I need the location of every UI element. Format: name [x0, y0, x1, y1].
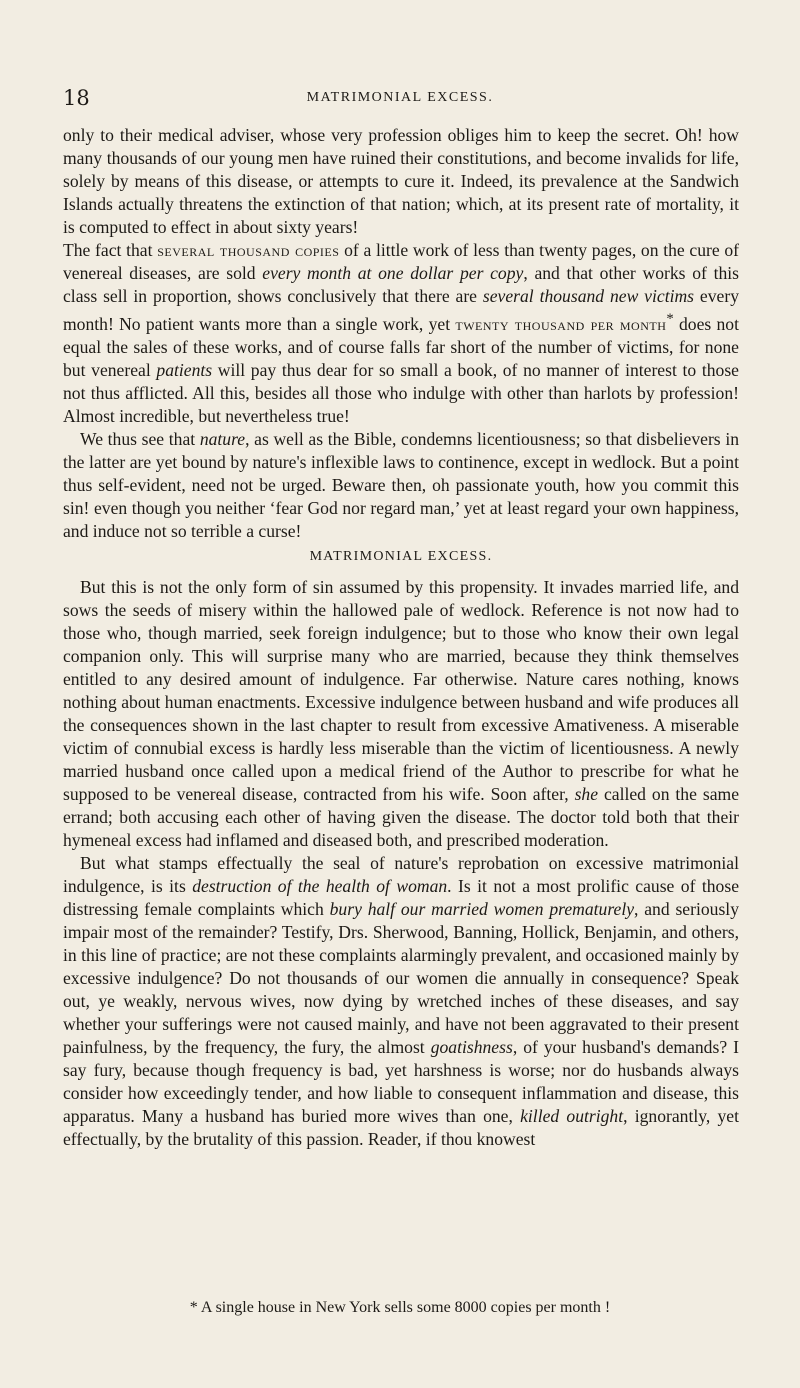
italic-run: nature — [199, 428, 246, 449]
text-run: , and that other works of this class sell in proportion, shows conclusively that there are — [63, 263, 739, 306]
paragraph-5 — [63, 852, 739, 1151]
paragraph-2 — [63, 239, 739, 428]
text-run: of a little work of less than twenty pages, on the cure of venereal diseases, are sold — [63, 240, 740, 283]
text-run: , as well as the Bible, condemns licentiousness; so that disbelievers in the latter are yet bound by nature's inflexible laws to continence, except in wedlock. But a point thus self-evident, need not be urged. Beware then, oh passionate youth, how you commit this sin! even though you neither ‘fear God nor regard man,’ yet at least regard your own happiness, and induce not so terrible a curse! — [63, 428, 739, 541]
text-run: will pay thus dear for so small a book, of no manner of interest to those not thus afflicted. All this, besides all those who indulge with other than harlots by profession! Almost incredible, but nevertheless true! — [63, 359, 739, 426]
paragraph-4 — [63, 576, 739, 852]
text-run: We thus see that — [80, 428, 200, 449]
text-run: called on the same errand; both accusing each other of having given the disease. The doctor told both that their hymeneal excess had inflamed and diseased both, and prescribed moderation. — [63, 783, 739, 850]
small-caps-run: several thousand copies — [157, 240, 340, 260]
body-text — [63, 124, 739, 1151]
text-run: The fact that — [63, 240, 158, 260]
text-run: , and seriously impair most of the remainder? Testify, Drs. Sherwood, Banning, Hollick, Benjamin, and others, in this line of practice; are not these complaints alarmingly prevalent, and occasioned mainly by excessive indulgence? Do not thousands of our women die annually in consequence? Speak out, ye weakly, nervous wives, now dying by wretched inches of these diseases, and say whether your sufferings were not caused mainly, and have not been aggravated to their present painfulness, by the frequency, the fury, the almost — [63, 898, 739, 1057]
italic-run: every month at one dollar per copy — [262, 263, 524, 283]
italic-run: patients — [156, 359, 213, 380]
small-caps-run: twenty thousand per month — [455, 313, 667, 334]
text-run: every month! No patient wants more than a single work, yet — [63, 286, 739, 334]
text-run: , of your husband's demands? I say fury, because though frequency is bad, yet harshness is worse; nor do husbands always consider how exceedingly tender, and how liable to consequent inflammation and disease, this apparatus. Many a husband has buried more wives than one, — [63, 1036, 739, 1126]
italic-run: several thousand new victims — [482, 286, 695, 306]
italic-run: bury half our married women prematurely — [329, 898, 635, 919]
italic-run: goatishness — [430, 1036, 513, 1057]
italic-run: destruction of the health of woman — [192, 875, 448, 896]
paragraph-1: only to their medical adviser, whose very profession obliges him to keep the secret. Oh! how many thousands of our young men have ruined their constitutions, and become invalids for life, solely by means of this disease, or attempts to cure it. Indeed, its prevalence at the Sandwich Islands actually threatens the extinction of that nation; which, at its present rate of mortality, it is computed to effect in about sixty years! — [63, 125, 739, 237]
text-run: , ignorantly, yet effectually, by the brutality of this passion. Reader, if thou knowest — [63, 1105, 739, 1149]
text-run: . Is it not a most prolific cause of those distressing female complaints which — [63, 875, 740, 919]
italic-run: she — [574, 783, 599, 804]
page-number: 18 — [63, 86, 90, 110]
footnote-marker: * — [666, 311, 674, 327]
text-run: does not equal the sales of these works, and of course falls far short of the number of victims, for none but venereal — [63, 313, 739, 380]
footnote: * A single house in New York sells some 8000 copies per month ! — [189, 1299, 611, 1316]
italic-run: killed outright — [520, 1105, 624, 1126]
paragraph-3 — [63, 428, 739, 543]
section-heading: MATRIMONIAL EXCESS. — [309, 548, 493, 564]
running-head: MATRIMONIAL EXCESS. — [306, 90, 494, 105]
text-run: But this is not the only form of sin assumed by this propensity. It invades married life, and sows the seeds of misery within the hallowed pale of wedlock. Reference is not now had to those who, though married, seek foreign indulgence; but to those who know their own legal companion only. This will surprise many who are married, because they think themselves entitled to any desired amount of indulgence. Far otherwise. Nature cares nothing, knows nothing about human enactments. Excessive indulgence between husband and wife produces all the consequences shown in the last chapter to result from excessive Amativeness. A miserable victim of connubial excess is hardly less miserable than the victim of licentiousness. A newly married husband once called upon a medical friend of the Author to prescribe for what he supposed to be venereal disease, contracted from his wife. Soon after, — [63, 576, 739, 804]
text-run: But what stamps effectually the seal of nature's reprobation on excessive matrimonial indulgence, is its — [63, 852, 739, 896]
page-header — [0, 86, 800, 114]
